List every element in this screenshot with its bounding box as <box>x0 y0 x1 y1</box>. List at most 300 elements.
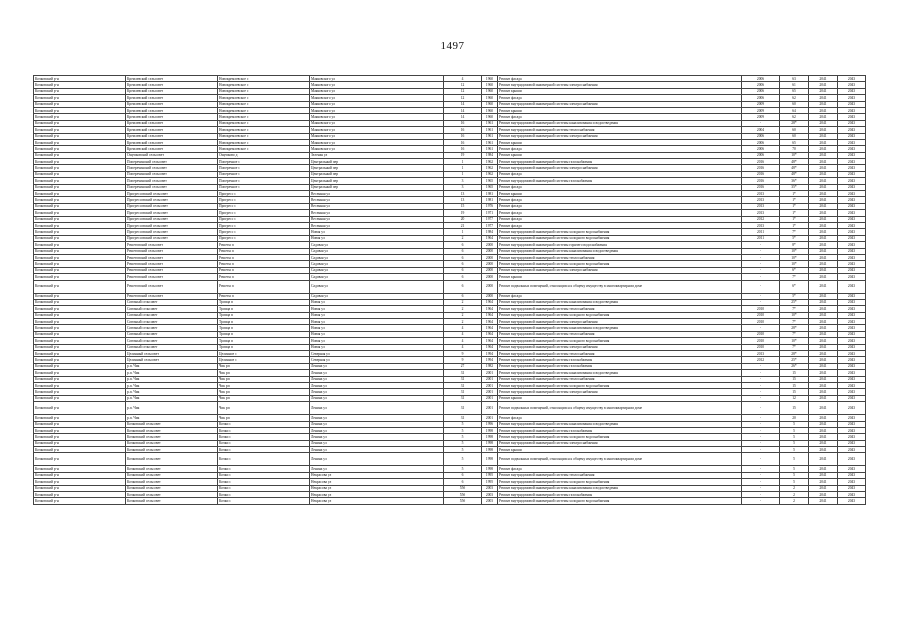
street-cell: Новая ул <box>310 331 444 337</box>
wear-percent-cell: 5 <box>780 472 809 478</box>
wear-percent-cell: 10* <box>780 312 809 318</box>
settlement-cell: Новокремлевское с <box>218 146 310 152</box>
wear-percent-cell: 36* <box>780 178 809 184</box>
house-number-cell: 55б <box>444 492 482 498</box>
street-cell: Ленина ул <box>310 402 444 415</box>
house-number-cell: 14 <box>444 107 482 113</box>
period-end-cell: 2043 <box>838 267 866 273</box>
district-cell: Кочковский р-н <box>34 280 126 293</box>
district-cell: Кочковский р-н <box>34 133 126 139</box>
period-end-cell: 2043 <box>838 82 866 88</box>
last-repair-year-cell: - <box>742 280 780 293</box>
wear-percent-cell: 7* <box>780 344 809 350</box>
wear-percent-cell: 7* <box>780 319 809 325</box>
district-cell: Кочковский р-н <box>34 370 126 376</box>
district-cell: Кочковский р-н <box>34 82 126 88</box>
period-end-cell: 2043 <box>838 101 866 107</box>
last-repair-year-cell: 2010 <box>742 338 780 344</box>
house-number-cell: 5 <box>444 434 482 440</box>
district-cell: Кочковский р-н <box>34 306 126 312</box>
period-end-cell: 2043 <box>838 344 866 350</box>
council-cell: Прогрессовский сельсовет <box>126 197 218 203</box>
settlement-cell: Кочки с <box>218 466 310 472</box>
wear-percent-cell: 15 <box>780 382 809 388</box>
last-repair-year-cell: - <box>742 299 780 305</box>
build-year-cell: 1962 <box>482 165 498 171</box>
period-end-cell: 2043 <box>838 421 866 427</box>
build-year-cell: 1964 <box>482 331 498 337</box>
settlement-cell: Решеты п <box>218 248 310 254</box>
wear-percent-cell: 5 <box>780 453 809 466</box>
period-end-cell: 2043 <box>838 139 866 145</box>
wear-percent-cell: 15 <box>780 370 809 376</box>
period-end-cell: 2043 <box>838 120 866 126</box>
settlement-cell: Троица п <box>218 312 310 318</box>
street-cell: Северная ул <box>310 351 444 357</box>
settlement-cell: Новокремлевское с <box>218 133 310 139</box>
street-cell: Ленина ул <box>310 453 444 466</box>
street-cell: Ленина ул <box>310 389 444 395</box>
period-start-cell: 2041 <box>809 325 838 331</box>
period-end-cell: 2043 <box>838 472 866 478</box>
house-number-cell: 2 <box>444 306 482 312</box>
last-repair-year-cell: - <box>742 293 780 299</box>
repair-type-cell: Ремонт внутридомовой инженерной системы канализования и водоотведения <box>498 325 742 331</box>
council-cell: Решетовский сельсовет <box>126 280 218 293</box>
build-year-cell: 1961 <box>482 133 498 139</box>
wear-percent-cell: 6* <box>780 280 809 293</box>
settlement-cell: Чик рп <box>218 415 310 421</box>
period-start-cell: 2041 <box>809 248 838 254</box>
district-cell: Кочковский р-н <box>34 248 126 254</box>
house-number-cell: 20 <box>444 216 482 222</box>
repair-type-cell: Ремонт фасада <box>498 216 742 222</box>
house-number-cell: 4 <box>444 331 482 337</box>
street-cell: Ленина ул <box>310 466 444 472</box>
build-year-cell: 2001 <box>482 382 498 388</box>
period-start-cell: 2041 <box>809 434 838 440</box>
last-repair-year-cell: 2012 <box>742 357 780 363</box>
period-start-cell: 2041 <box>809 82 838 88</box>
last-repair-year-cell: - <box>742 274 780 280</box>
council-cell: Кремлевский сельсовет <box>126 133 218 139</box>
street-cell: Центральный пер <box>310 184 444 190</box>
street-cell: Ленина ул <box>310 382 444 388</box>
house-number-cell: 6 <box>444 293 482 299</box>
wear-percent-cell: 15 <box>780 389 809 395</box>
repair-type-cell: Ремонт крыши <box>498 152 742 158</box>
last-repair-year-cell: - <box>742 402 780 415</box>
district-cell: Кочковский р-н <box>34 319 126 325</box>
house-number-cell: 31 <box>444 382 482 388</box>
street-cell: Ленина ул <box>310 363 444 369</box>
repair-type-cell: Ремонт внутридомовой инженерной системы холодного водоснабжения <box>498 479 742 485</box>
repair-type-cell: Ремонт внутридомовой инженерной системы канализования и водоотведения <box>498 120 742 126</box>
settlement-cell: Поперечное с <box>218 178 310 184</box>
repair-type-cell: Ремонт крыши <box>498 191 742 197</box>
period-end-cell: 2043 <box>838 357 866 363</box>
build-year-cell: 1964 <box>482 306 498 312</box>
settlement-cell: Троица п <box>218 344 310 350</box>
district-cell: Кочковский р-н <box>34 171 126 177</box>
settlement-cell: Троица п <box>218 331 310 337</box>
repair-type-cell: Ремонт внутридомовой инженерной системы теплоснабжения <box>498 127 742 133</box>
repair-type-cell: Ремонт внутридомовой инженерной системы холодного водоснабжения <box>498 338 742 344</box>
period-start-cell: 2041 <box>809 203 838 209</box>
council-cell: Поперечинский сельсовет <box>126 184 218 190</box>
build-year-cell: 1962 <box>482 159 498 165</box>
period-start-cell: 2041 <box>809 293 838 299</box>
street-cell: Центральный пер <box>310 159 444 165</box>
district-cell: Кочковский р-н <box>34 178 126 184</box>
period-start-cell: 2041 <box>809 447 838 453</box>
district-cell: Кочковский р-н <box>34 492 126 498</box>
wear-percent-cell: 5 <box>780 421 809 427</box>
build-year-cell: 1960 <box>482 88 498 94</box>
period-start-cell: 2041 <box>809 299 838 305</box>
settlement-cell: Новокремлевское с <box>218 139 310 145</box>
house-number-cell: 6 <box>444 242 482 248</box>
district-cell: Кочковский р-н <box>34 191 126 197</box>
street-cell: Маяковского ул <box>310 76 444 82</box>
house-number-cell: 5 <box>444 427 482 433</box>
district-cell: Кочковский р-н <box>34 351 126 357</box>
repair-type-cell: Ремонт внутридомовой инженерной системы холодного водоснабжения <box>498 434 742 440</box>
repair-type-cell: Ремонт внутридомовой инженерной системы теплоснабжения <box>498 331 742 337</box>
last-repair-year-cell: 2006 <box>742 139 780 145</box>
page-number: 1497 <box>440 40 465 52</box>
repair-type-cell: Ремонт внутридомовой инженерной системы канализования и водоотведения <box>498 370 742 376</box>
street-cell: Некрасова ул <box>310 498 444 504</box>
build-year-cell: 1960 <box>482 107 498 113</box>
council-cell: Союзный сельсовет <box>126 325 218 331</box>
house-number-cell: 31 <box>444 395 482 401</box>
build-year-cell: 2001 <box>482 389 498 395</box>
house-number-cell: 31 <box>444 370 482 376</box>
period-start-cell: 2041 <box>809 197 838 203</box>
repair-type-cell: Ремонт внутридомовой инженерной системы холодного водоснабжения <box>498 498 742 504</box>
period-end-cell: 2043 <box>838 261 866 267</box>
settlement-cell: Прогресс с <box>218 235 310 241</box>
build-year-cell: 1961 <box>482 120 498 126</box>
council-cell: Кремлевский сельсовет <box>126 146 218 152</box>
period-end-cell: 2043 <box>838 254 866 260</box>
period-end-cell: 2043 <box>838 479 866 485</box>
street-cell: Садовая ул <box>310 280 444 293</box>
street-cell: Садовая ул <box>310 248 444 254</box>
period-end-cell: 2043 <box>838 274 866 280</box>
last-repair-year-cell: 2012 <box>742 216 780 222</box>
settlement-cell: Кочки с <box>218 498 310 504</box>
period-start-cell: 2041 <box>809 376 838 382</box>
house-number-cell: 3 <box>444 184 482 190</box>
period-end-cell: 2043 <box>838 415 866 421</box>
district-cell: Кочковский р-н <box>34 184 126 190</box>
house-number-cell: 6 <box>444 248 482 254</box>
repair-type-cell: Ремонт внутридомовой инженерной системы электроснабжения <box>498 389 742 395</box>
settlement-cell: Новокремлевское с <box>218 76 310 82</box>
house-number-cell: 1 <box>444 229 482 235</box>
street-cell: Весенняя ул <box>310 203 444 209</box>
council-cell: р.п. Чик <box>126 382 218 388</box>
build-year-cell: 2000 <box>482 254 498 260</box>
repair-type-cell: Ремонт внутридомовой инженерной системы электроснабжения <box>498 319 742 325</box>
last-repair-year-cell: - <box>742 254 780 260</box>
district-cell: Кочковский р-н <box>34 267 126 273</box>
period-end-cell: 2043 <box>838 184 866 190</box>
last-repair-year-cell: 2013 <box>742 197 780 203</box>
build-year-cell: 1961 <box>482 127 498 133</box>
period-end-cell: 2043 <box>838 95 866 101</box>
last-repair-year-cell: 2013 <box>742 191 780 197</box>
last-repair-year-cell: - <box>742 427 780 433</box>
district-cell: Кочковский р-н <box>34 152 126 158</box>
house-number-cell: 12 <box>444 95 482 101</box>
repair-type-cell: Ремонт внутридомовой инженерной системы канализования и водоотведения <box>498 485 742 491</box>
street-cell: Садовая ул <box>310 254 444 260</box>
repair-type-cell: Ремонт внутридомовой инженерной системы газоснабжения <box>498 159 742 165</box>
period-end-cell: 2043 <box>838 76 866 82</box>
period-start-cell: 2041 <box>809 127 838 133</box>
period-start-cell: 2041 <box>809 171 838 177</box>
council-cell: Прогрессовский сельсовет <box>126 216 218 222</box>
last-repair-year-cell: 2013 <box>742 222 780 228</box>
build-year-cell: 2000 <box>482 242 498 248</box>
repair-type-cell: Ремонт внутридомовой инженерной системы канализования и водоотведения <box>498 421 742 427</box>
period-end-cell: 2043 <box>838 107 866 113</box>
build-year-cell: 2000 <box>482 293 498 299</box>
house-number-cell: 16 <box>444 133 482 139</box>
table-row <box>34 280 866 293</box>
period-end-cell: 2043 <box>838 338 866 344</box>
repair-type-cell: Ремонт внутридомовой инженерной системы холодного водоснабжения <box>498 229 742 235</box>
council-cell: Союзный сельсовет <box>126 338 218 344</box>
build-year-cell: 1976 <box>482 203 498 209</box>
repair-type-cell: Ремонт внутридомовой инженерной системы теплоснабжения <box>498 254 742 260</box>
house-number-cell: 5 <box>444 440 482 446</box>
council-cell: р.п. Чик <box>126 389 218 395</box>
district-cell: Кочковский р-н <box>34 382 126 388</box>
repair-type-cell: Ремонт внутридомовой инженерной системы газоснабжения <box>498 357 742 363</box>
table-row <box>34 453 866 466</box>
last-repair-year-cell: - <box>742 492 780 498</box>
council-cell: Кочковский сельсовет <box>126 434 218 440</box>
street-cell: Новая ул <box>310 229 444 235</box>
street-cell: Новая ул <box>310 325 444 331</box>
repair-type-cell: Ремонт фасада <box>498 415 742 421</box>
wear-percent-cell: 10* <box>780 338 809 344</box>
last-repair-year-cell: - <box>742 363 780 369</box>
council-cell: Прогрессовский сельсовет <box>126 235 218 241</box>
council-cell: Прогрессовский сельсовет <box>126 203 218 209</box>
council-cell: Кремлевский сельсовет <box>126 88 218 94</box>
council-cell: Кочковский сельсовет <box>126 485 218 491</box>
street-cell: Ленина ул <box>310 370 444 376</box>
district-cell: Кочковский р-н <box>34 415 126 421</box>
house-number-cell: 16 <box>444 120 482 126</box>
district-cell: Кочковский р-н <box>34 331 126 337</box>
wear-percent-cell: 6* <box>780 267 809 273</box>
house-number-cell: 5 <box>444 447 482 453</box>
repair-type-cell: Ремонт внутридомовой инженерной системы канализования и водоотведения <box>498 299 742 305</box>
district-cell: Кочковский р-н <box>34 210 126 216</box>
period-end-cell: 2043 <box>838 453 866 466</box>
build-year-cell: 1964 <box>482 319 498 325</box>
build-year-cell: 1964 <box>482 299 498 305</box>
period-end-cell: 2043 <box>838 331 866 337</box>
council-cell: Кочковский сельсовет <box>126 498 218 504</box>
council-cell: Поперечинский сельсовет <box>126 178 218 184</box>
street-cell: Новая ул <box>310 306 444 312</box>
council-cell: р.п. Чик <box>126 415 218 421</box>
last-repair-year-cell: - <box>742 325 780 331</box>
period-end-cell: 2043 <box>838 88 866 94</box>
period-start-cell: 2041 <box>809 235 838 241</box>
repair-type-cell: Ремонт внутридомовой инженерной системы газоснабжения <box>498 427 742 433</box>
district-cell: Кочковский р-н <box>34 325 126 331</box>
period-start-cell: 2041 <box>809 415 838 421</box>
settlement-cell: Троица п <box>218 338 310 344</box>
build-year-cell: 2000 <box>482 267 498 273</box>
period-start-cell: 2041 <box>809 331 838 337</box>
settlement-cell: Целинное с <box>218 351 310 357</box>
district-cell: Кочковский р-н <box>34 293 126 299</box>
district-cell: Кочковский р-н <box>34 203 126 209</box>
build-year-cell: 1984 <box>482 229 498 235</box>
house-number-cell: 27 <box>444 363 482 369</box>
district-cell: Кочковский р-н <box>34 95 126 101</box>
period-start-cell: 2041 <box>809 389 838 395</box>
period-start-cell: 2041 <box>809 466 838 472</box>
repair-type-cell: Ремонт фасада <box>498 197 742 203</box>
build-year-cell: 2001 <box>482 402 498 415</box>
wear-percent-cell: 5 <box>780 479 809 485</box>
street-cell: Маяковского ул <box>310 114 444 120</box>
council-cell: Целинный сельсовет <box>126 351 218 357</box>
build-year-cell: 1998 <box>482 453 498 466</box>
street-cell: Маяковского ул <box>310 82 444 88</box>
repair-type-cell: Ремонт фасада <box>498 466 742 472</box>
council-cell: р.п. Чик <box>126 370 218 376</box>
last-repair-year-cell: 2009 <box>742 114 780 120</box>
district-cell: Кочковский р-н <box>34 402 126 415</box>
street-cell: Маяковского ул <box>310 127 444 133</box>
street-cell: Садовая ул <box>310 274 444 280</box>
settlement-cell: Решеты п <box>218 261 310 267</box>
last-repair-year-cell: - <box>742 395 780 401</box>
settlement-cell: Кочки с <box>218 472 310 478</box>
council-cell: Решетовский сельсовет <box>126 293 218 299</box>
council-cell: Решетовский сельсовет <box>126 267 218 273</box>
period-start-cell: 2041 <box>809 120 838 126</box>
settlement-cell: Чик рп <box>218 382 310 388</box>
last-repair-year-cell: - <box>742 376 780 382</box>
street-cell: Центральный пер <box>310 165 444 171</box>
build-year-cell: 2001 <box>482 415 498 421</box>
build-year-cell: 2000 <box>482 248 498 254</box>
settlement-cell: Новокремлевское с <box>218 101 310 107</box>
house-number-cell: 14 <box>444 101 482 107</box>
table-row <box>34 402 866 415</box>
street-cell: Центральный пер <box>310 171 444 177</box>
repair-type-cell: Ремонт внутридомовой инженерной системы холодного водоснабжения <box>498 312 742 318</box>
street-cell: Новая ул <box>310 235 444 241</box>
street-cell: Новая ул <box>310 338 444 344</box>
last-repair-year-cell: 2011 <box>742 235 780 241</box>
period-end-cell: 2043 <box>838 370 866 376</box>
wear-percent-cell: 48* <box>780 165 809 171</box>
house-number-cell: 31 <box>444 389 482 395</box>
repair-type-cell: Ремонт внутридомовой инженерной системы канализования и водоотведения <box>498 248 742 254</box>
street-cell: Садовая ул <box>310 267 444 273</box>
period-start-cell: 2041 <box>809 95 838 101</box>
council-cell: Кремлевский сельсовет <box>126 114 218 120</box>
house-number-cell: 21 <box>444 222 482 228</box>
last-repair-year-cell: - <box>742 434 780 440</box>
settlement-cell: Кочки с <box>218 485 310 491</box>
period-end-cell: 2043 <box>838 325 866 331</box>
period-start-cell: 2041 <box>809 101 838 107</box>
period-end-cell: 2043 <box>838 395 866 401</box>
settlement-cell: Решеты п <box>218 254 310 260</box>
district-cell: Кочковский р-н <box>34 146 126 152</box>
period-start-cell: 2041 <box>809 363 838 369</box>
period-start-cell: 2041 <box>809 254 838 260</box>
repair-type-cell: Ремонт фасада <box>498 146 742 152</box>
last-repair-year-cell: - <box>742 120 780 126</box>
wear-percent-cell: 28* <box>780 120 809 126</box>
build-year-cell: 1996 <box>482 421 498 427</box>
repair-type-cell: Ремонт крыши <box>498 139 742 145</box>
repair-type-cell: Ремонт подвальных помещений, относящихся к общему имуществу в многоквартирном доме <box>498 453 742 466</box>
wear-percent-cell: 62 <box>780 95 809 101</box>
period-start-cell: 2041 <box>809 274 838 280</box>
settlement-cell: Кочки с <box>218 434 310 440</box>
settlement-cell: Прогресс с <box>218 210 310 216</box>
repair-type-cell: Ремонт внутридомовой инженерной системы электроснабжения <box>498 440 742 446</box>
last-repair-year-cell: - <box>742 267 780 273</box>
council-cell: Кремлевский сельсовет <box>126 101 218 107</box>
build-year-cell: 1964 <box>482 312 498 318</box>
wear-percent-cell: 64 <box>780 107 809 113</box>
repair-type-cell: Ремонт внутридомовой инженерной системы теплоснабжения <box>498 351 742 357</box>
house-number-cell: 4 <box>444 344 482 350</box>
wear-percent-cell: 1* <box>780 222 809 228</box>
wear-percent-cell: 5 <box>780 466 809 472</box>
build-year-cell: 1965 <box>482 184 498 190</box>
council-cell: Поперечинский сельсовет <box>126 165 218 171</box>
wear-percent-cell: 25* <box>780 299 809 305</box>
council-cell: Прогрессовский сельсовет <box>126 191 218 197</box>
street-cell: Весенняя ул <box>310 222 444 228</box>
repair-type-cell: Ремонт фасада <box>498 171 742 177</box>
street-cell: Маяковского ул <box>310 146 444 152</box>
last-repair-year-cell: - <box>742 479 780 485</box>
district-cell: Кочковский р-н <box>34 127 126 133</box>
build-year-cell: 1995 <box>482 472 498 478</box>
period-start-cell: 2041 <box>809 351 838 357</box>
street-cell: Весенняя ул <box>310 197 444 203</box>
period-end-cell: 2043 <box>838 127 866 133</box>
table-row <box>34 498 866 504</box>
period-start-cell: 2041 <box>809 427 838 433</box>
settlement-cell: Кочки с <box>218 447 310 453</box>
wear-percent-cell: 48* <box>780 171 809 177</box>
district-cell: Кочковский р-н <box>34 216 126 222</box>
settlement-cell: Решеты п <box>218 242 310 248</box>
wear-percent-cell: 60 <box>780 101 809 107</box>
wear-percent-cell: 5 <box>780 447 809 453</box>
